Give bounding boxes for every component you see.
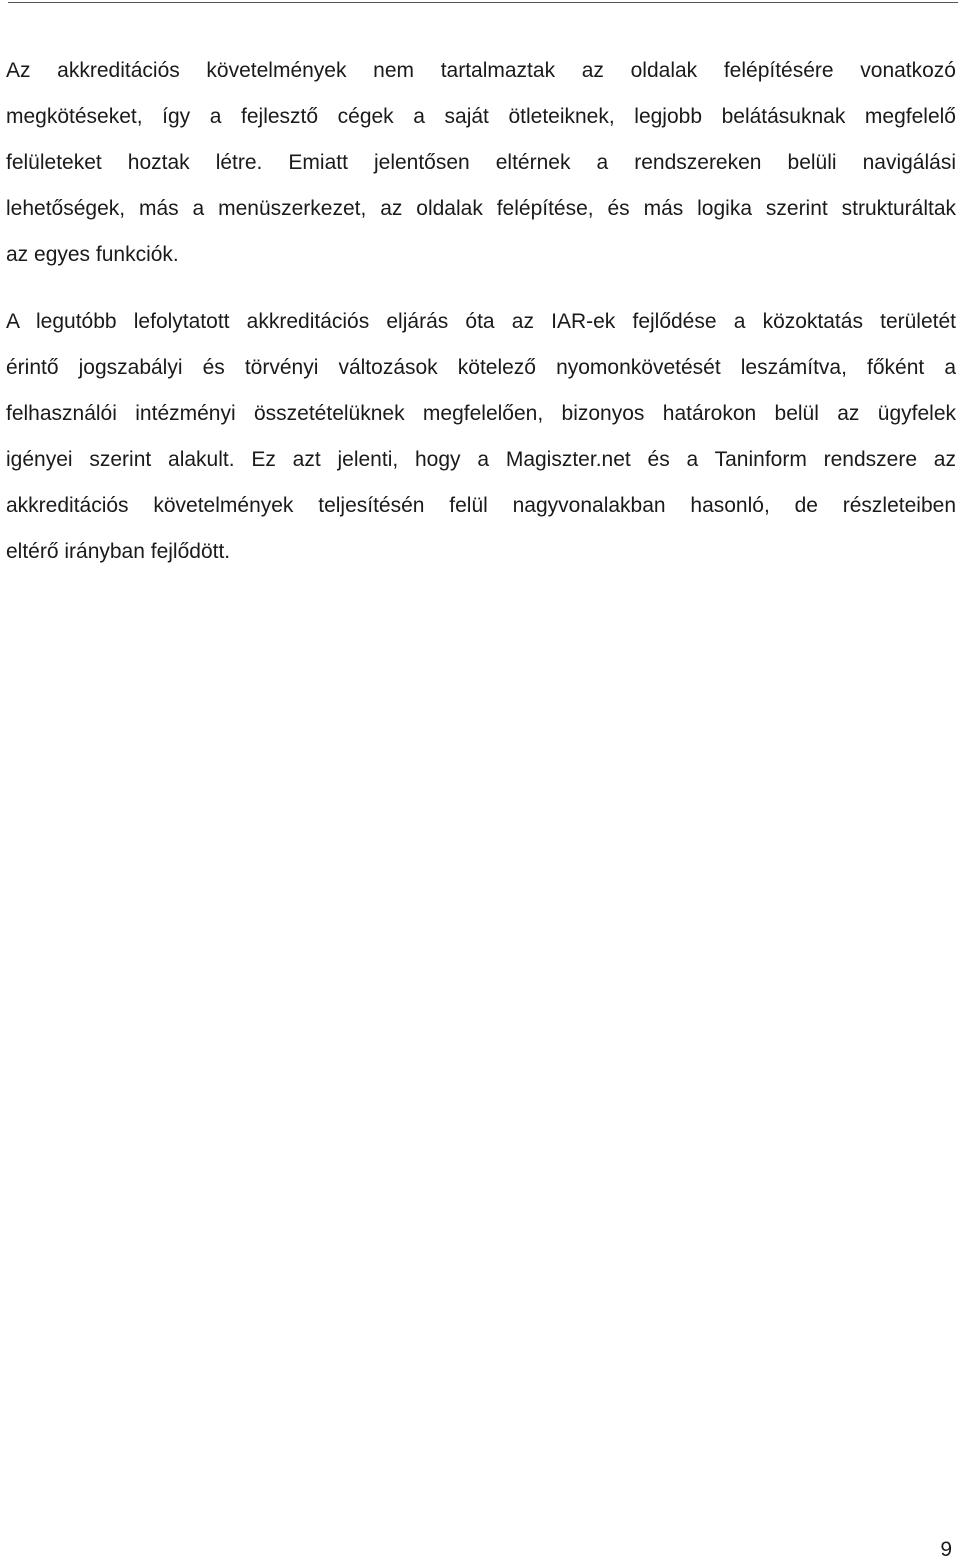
text-line: felületeket hoztak létre. Emiatt jelentősen eltérnek a rendszereken belüli navigálási [6,151,956,174]
text-line: megkötéseket, így a fejlesztő cégek a saját ötleteiknek, legjobb belátásuknak megfelelő [6,105,956,128]
paragraph-gap [6,278,956,299]
text-line: érintő jogszabályi és törvényi változások kötelező nyomonkövetését leszámítva, főként a [6,356,956,379]
text-line: felhasználói intézményi összetételüknek megfelelően, bizonyos határokon belül az ügyfelek [6,402,956,425]
document-body [6,48,956,575]
paragraph-2 [6,299,956,575]
header-rule [8,2,958,3]
page-number: 9 [940,1538,952,1561]
text-line: lehetőségek, más a menüszerkezet, az oldalak felépítése, és más logika szerint strukturáltak [6,197,956,220]
text-line: eltérő irányban fejlődött. [6,540,231,563]
text-line: Az akkreditációs követelmények nem tartalmaztak az oldalak felépítésére vonatkozó [6,59,956,82]
text-line: az egyes funkciók. [6,243,179,266]
paragraph-1 [6,48,956,278]
text-line: akkreditációs követelmények teljesítésén felül nagyvonalakban hasonló, de részleteiben [6,494,956,517]
text-line: igényei szerint alakult. Ez azt jelenti, hogy a Magiszter.net és a Taninform rendszere az [6,448,956,471]
text-line: A legutóbb lefolytatott akkreditációs eljárás óta az IAR-ek fejlődése a közoktatás területét [6,310,956,333]
